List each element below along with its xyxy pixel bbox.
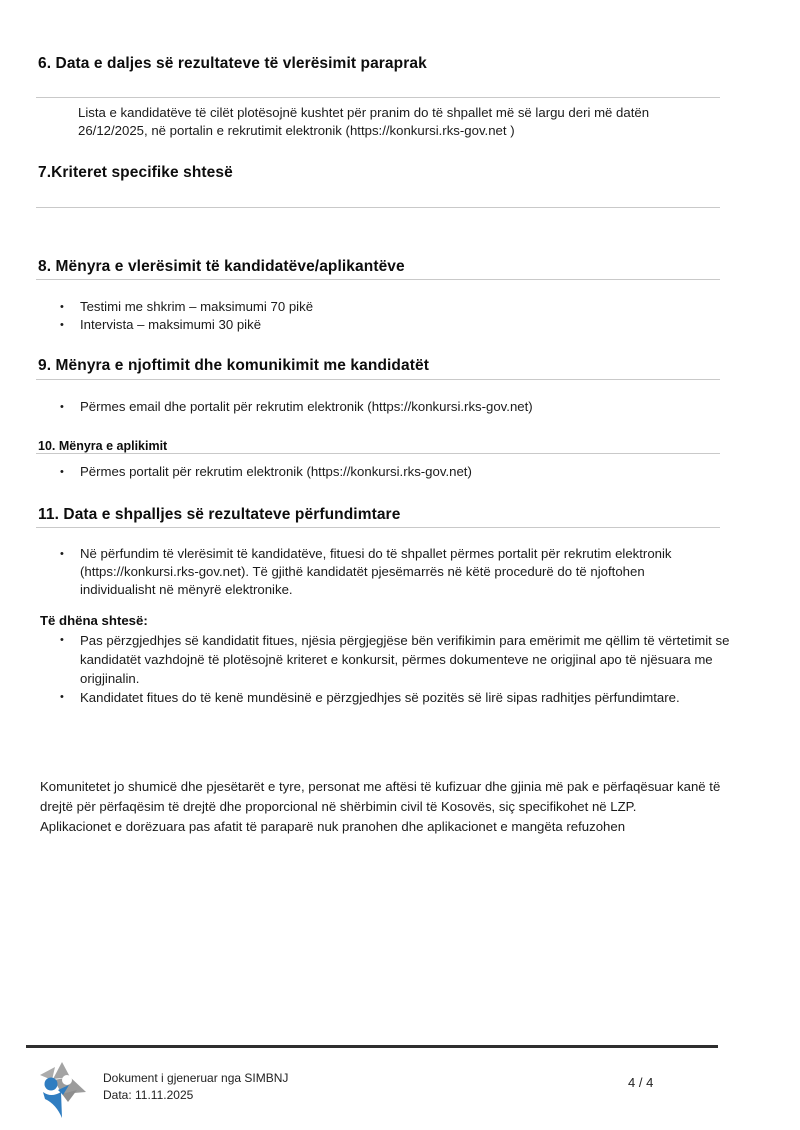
list-item: • Pas përzgjedhjes së kandidatit fitues, njësia përgjegjëse bën verifikimin para emërimit me qëllim të vërtetimit se kandidatët vazhdojnë të plotësojnë kriteret e konkursit, përmes dokumenteve ne origjinal apo të njësuara me origjinalin.	[60, 633, 730, 686]
section-10-bullet-list	[58, 463, 708, 481]
bullet-icon: •	[60, 301, 64, 313]
simbnj-logo-icon	[38, 1061, 90, 1121]
section-7-heading: 7.Kriteret specifike shtesë	[38, 164, 233, 181]
section-6-paragraph: Lista e kandidatëve të cilët plotësojnë kushtet për pranim do të shpallet më së largu deri më datën 26/12/2025, në portalin e rekrutimit elektronik (https://konkursi.rks-gov.net )	[78, 105, 650, 138]
section-11-heading: 11. Data e shpalljes së rezultateve përfundimtare	[38, 506, 401, 523]
section-8-bullet-list	[58, 298, 708, 334]
list-item: • Përmes email dhe portalit për rekrutim elektronik (https://konkursi.rks-gov.net)	[60, 399, 533, 414]
section-8-heading: 8. Mënyra e vlerësimit të kandidatëve/aplikantëve	[38, 258, 405, 275]
divider	[36, 279, 720, 280]
footer-date: Data: 11.11.2025	[103, 1088, 194, 1102]
list-item: • Përmes portalit për rekrutim elektronik (https://konkursi.rks-gov.net)	[60, 464, 472, 479]
bullet-icon: •	[60, 548, 64, 560]
footer-divider	[26, 1045, 718, 1048]
list-item: • Kandidatet fitues do të kenë mundësinë e përzgjedhjes së pozitës së lirë sipas radhitjes përfundimtare.	[60, 690, 680, 705]
divider	[36, 97, 720, 98]
bullet-icon: •	[60, 466, 64, 478]
divider	[36, 453, 720, 454]
bullet-icon: •	[60, 691, 64, 703]
closing-paragraph	[40, 777, 746, 837]
page-number: 4 / 4	[628, 1075, 654, 1090]
section-10-heading: 10. Mënyra e aplikimit	[38, 439, 168, 453]
divider	[36, 207, 720, 208]
divider	[36, 379, 720, 380]
footer-generated-by: Dokument i gjeneruar nga SIMBNJ	[103, 1071, 289, 1085]
section-9-heading: 9. Mënyra e njoftimit dhe komunikimit me kandidatët	[38, 357, 429, 374]
footer-info	[103, 1070, 288, 1104]
bullet-icon: •	[60, 401, 64, 413]
additional-info-heading: Të dhëna shtesë:	[40, 613, 148, 628]
divider	[36, 527, 720, 528]
list-item: • Testimi me shkrim – maksimumi 70 pikë	[60, 299, 314, 314]
section-11-bullet-list	[58, 545, 710, 599]
closing-paragraph-line: Aplikacionet e dorëzuara pas afatit të paraparë nuk pranohen dhe aplikacionet e mangëta refuzohen	[40, 819, 626, 834]
section-6-heading: 6. Data e daljes së rezultateve të vlerësimit paraprak	[38, 55, 427, 72]
additional-info-bullet-list	[58, 631, 730, 707]
list-item: • Në përfundim të vlerësimit të kandidatëve, fituesi do të shpallet përmes portalit për rekrutim elektronik (https://konkursi.rks-gov.net). Të gjithë kandidatët pjesëmarrës në këtë procedurë do të njoftohen individualisht në mënyrë elektronike.	[60, 546, 672, 597]
bullet-icon: •	[60, 634, 64, 646]
bullet-icon: •	[60, 319, 64, 331]
list-item: • Intervista – maksimumi 30 pikë	[60, 317, 262, 332]
section-9-bullet-list	[58, 398, 708, 416]
closing-paragraph-line: Komunitetet jo shumicë dhe pjesëtarët e tyre, personat me aftësi të kufizuar dhe gjinia më pak e përfaqësuar kanë të drejtë për përfaqësim të drejtë dhe proporcional në shërbimin civil të Kosovës, siç specifikohet në LZP.	[40, 779, 721, 814]
